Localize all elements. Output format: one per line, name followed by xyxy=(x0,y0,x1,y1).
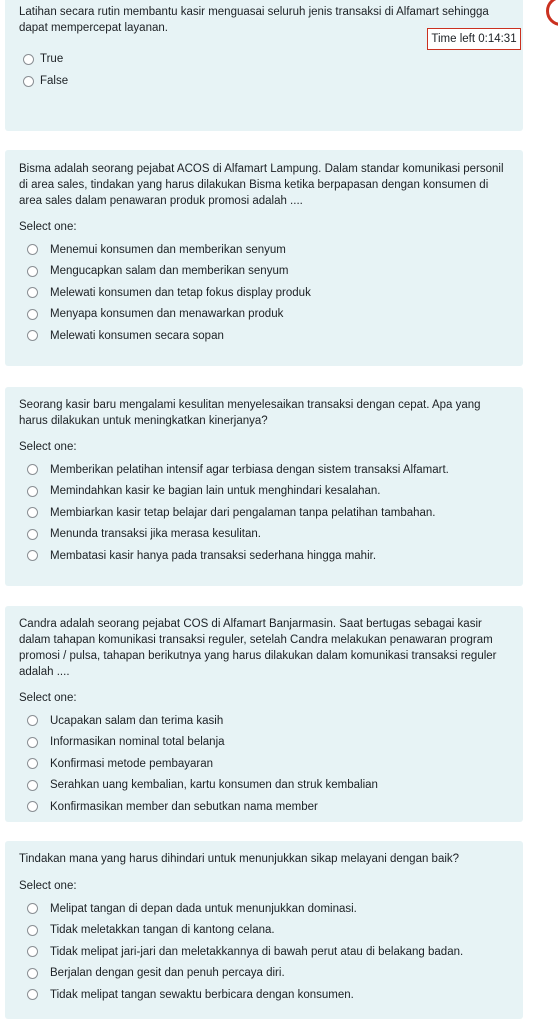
answer-option[interactable] xyxy=(19,304,509,326)
radio-icon[interactable] xyxy=(27,507,38,518)
radio-icon[interactable] xyxy=(27,989,38,1000)
select-one-label: Select one: xyxy=(19,692,77,704)
option-label: Memberikan pelatihan intensif agar terbiasa dengan sistem transaksi Alfamart. xyxy=(50,463,449,476)
answer-option[interactable] xyxy=(19,963,509,985)
radio-icon[interactable] xyxy=(27,550,38,561)
answer-option[interactable] xyxy=(19,920,509,942)
question-text: Bisma adalah seorang pejabat ACOS di Alfamart Lampung. Dalam standar komunikasi personil di area sales, tindakan yang harus dilakukan Bisma ketika berpapasan dengan konsumen di area sales dalam penawaran produk promosi adalah .... xyxy=(19,163,504,207)
option-label: Mengucapkan salam dan memberikan senyum xyxy=(50,265,289,278)
radio-icon[interactable] xyxy=(23,76,34,87)
option-label: Informasikan nominal total belanja xyxy=(50,736,225,749)
radio-icon[interactable] xyxy=(27,780,38,791)
option-label: True xyxy=(40,53,64,65)
radio-icon[interactable] xyxy=(27,287,38,298)
answer-option[interactable] xyxy=(19,282,509,304)
answer-options xyxy=(19,459,509,567)
option-label: Serahkan uang kembalian, kartu konsumen dan struk kembalian xyxy=(50,779,378,792)
radio-icon[interactable] xyxy=(23,54,34,65)
answer-option[interactable] xyxy=(19,941,509,963)
question-card xyxy=(5,841,523,1019)
answer-option[interactable] xyxy=(19,732,509,754)
option-label: Tidak melipat jari-jari dan meletakkannya di bawah perut atau di belakang badan. xyxy=(50,945,464,958)
radio-icon[interactable] xyxy=(27,946,38,957)
option-label: Menunda transaksi jika merasa kesulitan. xyxy=(50,528,261,541)
radio-icon[interactable] xyxy=(27,266,38,277)
answer-option[interactable] xyxy=(19,775,509,797)
answer-option[interactable] xyxy=(19,898,509,920)
radio-icon[interactable] xyxy=(27,968,38,979)
radio-icon[interactable] xyxy=(27,925,38,936)
answer-options xyxy=(19,48,509,92)
answer-option[interactable] xyxy=(19,753,509,775)
radio-icon[interactable] xyxy=(27,464,38,475)
question-text: Latihan secara rutin membantu kasir menguasai seluruh jenis transaksi di Alfamart sehingga dapat mempercepat layanan. xyxy=(19,6,489,34)
select-one-label: Select one: xyxy=(19,441,77,453)
question-card-true-false xyxy=(5,0,523,131)
option-label: Melewati konsumen secara sopan xyxy=(50,329,224,342)
option-false[interactable] xyxy=(19,70,509,92)
answer-option[interactable] xyxy=(19,481,509,503)
option-label: Menemui konsumen dan memberikan senyum xyxy=(50,243,286,256)
option-label: Berjalan dengan gesit dan penuh percaya diri. xyxy=(50,967,285,980)
time-left-timer: Time left 0:14:31 xyxy=(427,28,521,50)
answer-option[interactable] xyxy=(19,984,509,1006)
question-card xyxy=(5,387,523,586)
option-label: Tidak meletakkan tangan di kantong celana. xyxy=(50,924,275,937)
option-label: Memindahkan kasir ke bagian lain untuk menghindari kesalahan. xyxy=(50,485,381,498)
radio-icon[interactable] xyxy=(27,330,38,341)
question-text: Tindakan mana yang harus dihindari untuk menunjukkan sikap melayani dengan baik? xyxy=(19,853,460,865)
question-card xyxy=(5,606,523,822)
radio-icon[interactable] xyxy=(27,244,38,255)
option-label: Melewati konsumen dan tetap fokus display produk xyxy=(50,286,311,299)
radio-icon[interactable] xyxy=(27,486,38,497)
question-text: Candra adalah seorang pejabat COS di Alfamart Banjarmasin. Saat bertugas sebagai kasir dalam tahapan komunikasi transaksi reguler, setelah Candra melakukan penawaran program promosi / pulsa, tahapan berikutnya yang harus dilakukan dalam komunikasi transaksi reguler adalah .... xyxy=(19,618,497,678)
select-one-label: Select one: xyxy=(19,880,77,892)
option-label: Menyapa konsumen dan menawarkan produk xyxy=(50,308,284,321)
radio-icon[interactable] xyxy=(27,903,38,914)
option-label: Konfirmasi metode pembayaran xyxy=(50,757,213,770)
radio-icon[interactable] xyxy=(27,758,38,769)
question-text: Seorang kasir baru mengalami kesulitan menyelesaikan transaksi dengan cepat. Apa yang harus dilakukan untuk meningkatkan kinerjanya? xyxy=(19,399,481,427)
radio-icon[interactable] xyxy=(27,737,38,748)
answer-option[interactable] xyxy=(19,261,509,283)
option-label: Konfirmasikan member dan sebutkan nama member xyxy=(50,800,318,813)
radio-icon[interactable] xyxy=(27,529,38,540)
timer-progress-icon xyxy=(546,0,558,26)
option-label: False xyxy=(40,75,69,87)
answer-option[interactable] xyxy=(19,524,509,546)
answer-option[interactable] xyxy=(19,459,509,481)
answer-option[interactable] xyxy=(19,796,509,818)
answer-option[interactable] xyxy=(19,239,509,261)
answer-options xyxy=(19,239,509,347)
option-label: Membiarkan kasir tetap belajar dari pengalaman tanpa pelatihan tambahan. xyxy=(50,506,436,519)
answer-option[interactable] xyxy=(19,710,509,732)
answer-option[interactable] xyxy=(19,545,509,567)
option-label: Tidak melipat tangan sewaktu berbicara dengan konsumen. xyxy=(50,988,354,1001)
radio-icon[interactable] xyxy=(27,309,38,320)
radio-icon[interactable] xyxy=(27,715,38,726)
answer-option[interactable] xyxy=(19,502,509,524)
question-card xyxy=(5,150,523,366)
option-label: Membatasi kasir hanya pada transaksi sederhana hingga mahir. xyxy=(50,549,377,562)
radio-icon[interactable] xyxy=(27,801,38,812)
option-label: Ucapakan salam dan terima kasih xyxy=(50,714,224,727)
answer-options xyxy=(19,898,509,1006)
option-label: Melipat tangan di depan dada untuk menunjukkan dominasi. xyxy=(50,902,357,915)
select-one-label: Select one: xyxy=(19,221,77,233)
option-true[interactable] xyxy=(19,48,509,70)
answer-options xyxy=(19,710,509,818)
answer-option[interactable] xyxy=(19,325,509,347)
